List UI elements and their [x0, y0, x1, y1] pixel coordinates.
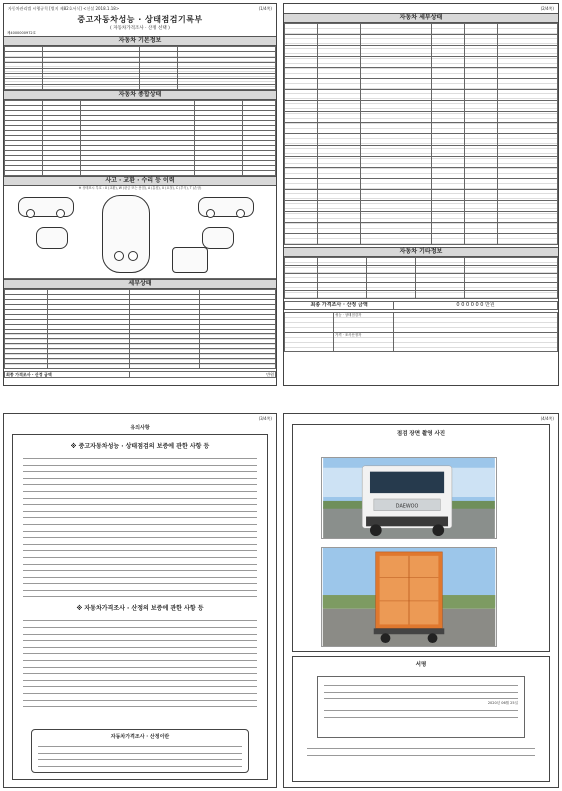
notice-frame	[12, 434, 268, 780]
page-4	[283, 413, 559, 788]
appraiser-label: 가격 · 조사산정자	[334, 333, 394, 353]
frame-marker	[128, 251, 138, 261]
appraisal-warranty-text	[23, 616, 257, 707]
signature-statement-box	[317, 676, 525, 738]
inspection-warranty-heading: ※ 중고자동차성능 · 상태점검의 보증에 관한 사항 등	[70, 443, 210, 450]
section-vehicle-info: 자동차 기본정보	[4, 36, 276, 46]
final-price-unit: 만원	[485, 302, 495, 308]
wheel-rear-left	[56, 209, 65, 218]
status-symbol-note: ※ 상태표시 부호 : X (교환), W (판금 또는 용접), A (흠집), U (요철), C (부식), T (손상)	[78, 186, 202, 190]
photo-title: 점검 장면 촬영 사진	[396, 431, 446, 437]
section-accident-history: 사고 · 교환 · 수리 등 이력	[4, 176, 276, 186]
section-detail-status: 세부상태	[4, 279, 276, 289]
page-number: (2/4쪽)	[540, 6, 554, 11]
car-underbody	[172, 247, 208, 273]
truck-brand-text: DAEWOO	[395, 503, 419, 510]
final-price-label: 최종 가격조사 · 산정 금액	[285, 302, 394, 310]
wheel-rear-right	[236, 209, 245, 218]
inspection-warranty-text	[23, 454, 257, 597]
final-price-value	[394, 302, 558, 310]
final-price-row	[284, 301, 558, 310]
car-front	[36, 227, 68, 249]
signature-date: 2020년 06월 25일	[487, 701, 518, 706]
photo-frame	[292, 424, 550, 652]
page-number: (3/4쪽)	[258, 416, 272, 421]
final-price-number: 0 0 0 0 0 0	[456, 302, 484, 308]
other-info-table	[284, 257, 558, 299]
wheel-front-right	[206, 209, 215, 218]
detail-status-table	[4, 289, 276, 369]
appraisal-warranty-heading: ※ 자동차가격조사 · 산정의 보증에 관한 사항 등	[76, 605, 204, 613]
signature-title: 서명	[415, 662, 427, 668]
page-subtitle: ( 자동차가격조사 · 산정 선택 )	[110, 26, 170, 31]
section-vehicle-detail: 자동차 세부상태	[284, 13, 558, 23]
page-2	[283, 3, 559, 386]
page-number: (4/4쪽)	[540, 416, 554, 421]
page-1	[3, 3, 277, 386]
final-price-unit: 만원	[130, 372, 276, 378]
signature-table	[284, 312, 558, 352]
section-overall-status: 자동차 종합상태	[4, 90, 276, 100]
signature-frame	[292, 656, 550, 782]
notice-header: 유의사항	[130, 425, 150, 431]
vehicle-detail-table	[284, 23, 558, 245]
appraisal-definition-title: 자동차가격조사 · 산정이란	[110, 734, 170, 740]
overall-status-table	[4, 100, 276, 176]
page-title: 중고자동차성능 · 상태점검기록부	[77, 15, 203, 24]
vehicle-info-table	[4, 46, 276, 90]
frame-marker	[114, 251, 124, 261]
form-reference: 자동차관리법 시행규칙 [별지 제82호서식] <신설 2018.1.18>	[8, 6, 120, 11]
document-number: 제4000000972호	[7, 31, 37, 35]
page-number: (1/4쪽)	[258, 6, 272, 11]
section-other-info: 자동차 기타정보	[284, 247, 558, 257]
final-price-row	[4, 371, 276, 378]
car-rear	[202, 227, 234, 249]
final-price-label: 최종 가격조사 · 산정 금액	[5, 372, 130, 378]
truck-front-photo	[321, 457, 497, 539]
inspector-label: 성능 · 상태점검자	[334, 313, 394, 333]
page-3	[3, 413, 277, 788]
wheel-front-left	[26, 209, 35, 218]
car-top-view	[102, 195, 150, 273]
car-diagram	[4, 191, 276, 279]
truck-rear-photo	[321, 547, 497, 647]
appraisal-definition-box	[31, 729, 249, 773]
